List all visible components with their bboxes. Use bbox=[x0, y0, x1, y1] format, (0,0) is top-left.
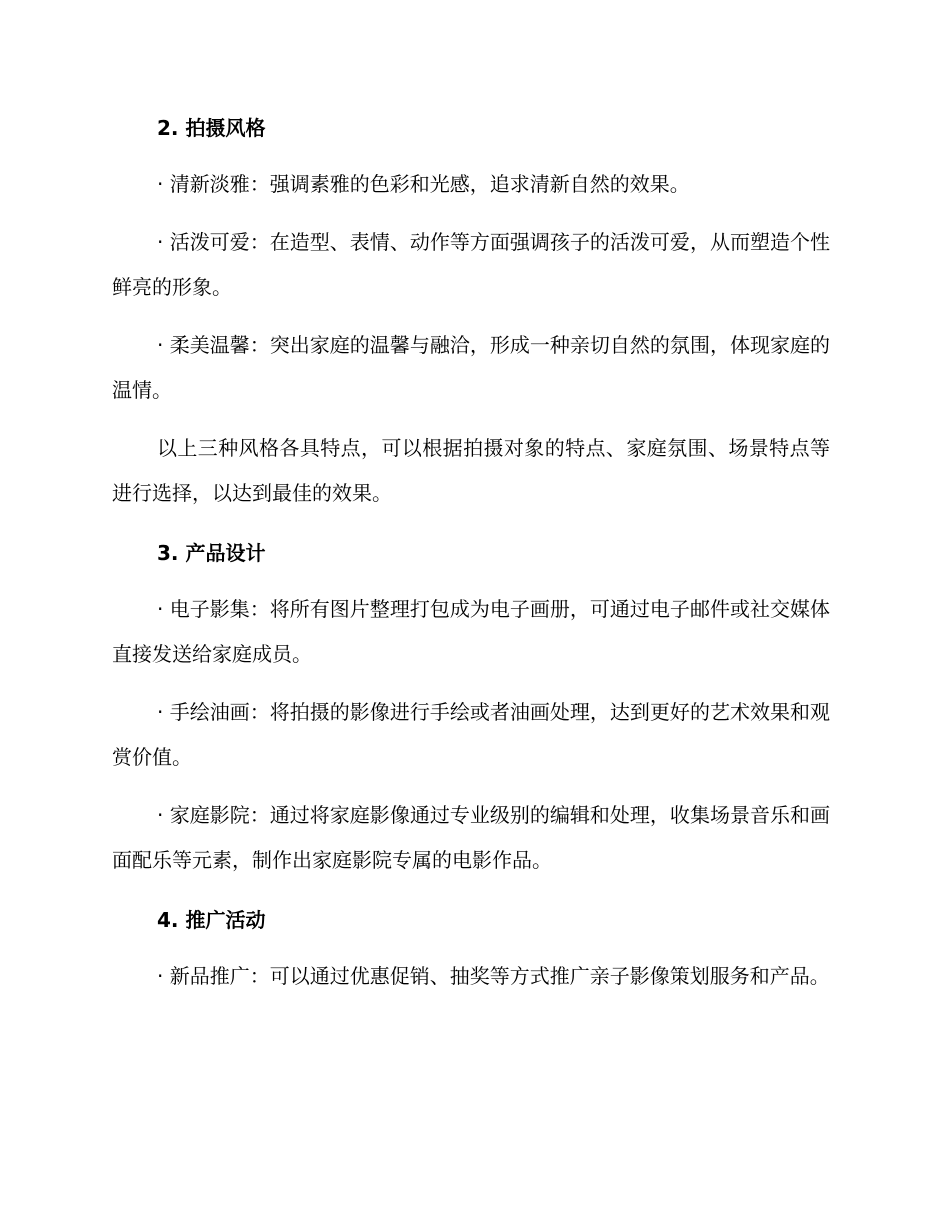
paragraph-electronic-album: · 电子影集：将所有图片整理打包成为电子画册，可通过电子邮件或社交媒体直接发送给家庭成员。 bbox=[112, 597, 830, 666]
paragraph-lively-cute: · 活泼可爱：在造型、表情、动作等方面强调孩子的活泼可爱，从而塑造个性鲜亮的形象。 bbox=[112, 230, 830, 299]
paragraph-hand-painted-oil: · 手绘油画：将拍摄的影像进行手绘或者油画处理，达到更好的艺术效果和观赏价值。 bbox=[112, 700, 830, 769]
section-heading-promotion: 4. 推广活动 bbox=[157, 908, 266, 932]
section-heading-shooting-style: 2. 拍摄风格 bbox=[157, 116, 266, 140]
paragraph-style-summary: 以上三种风格各具特点，可以根据拍摄对象的特点、家庭氛围、场景特点等进行选择，以达到最佳的效果。 bbox=[112, 436, 830, 505]
paragraph-fresh-elegant: · 清新淡雅：强调素雅的色彩和光感，追求清新自然的效果。 bbox=[157, 172, 690, 196]
document-body bbox=[112, 104, 830, 1012]
paragraph-gentle-warm: · 柔美温馨：突出家庭的温馨与融洽，形成一种亲切自然的氛围，体现家庭的温情。 bbox=[112, 333, 830, 402]
section-heading-product-design: 3. 产品设计 bbox=[157, 541, 266, 565]
paragraph-new-product-promotion: · 新品推广：可以通过优惠促销、抽奖等方式推广亲子影像策划服务和产品。 bbox=[157, 964, 830, 988]
paragraph-home-theater: · 家庭影院：通过将家庭影像通过专业级别的编辑和处理，收集场景音乐和画面配乐等元素，制作出家庭影院专属的电影作品。 bbox=[112, 803, 830, 872]
